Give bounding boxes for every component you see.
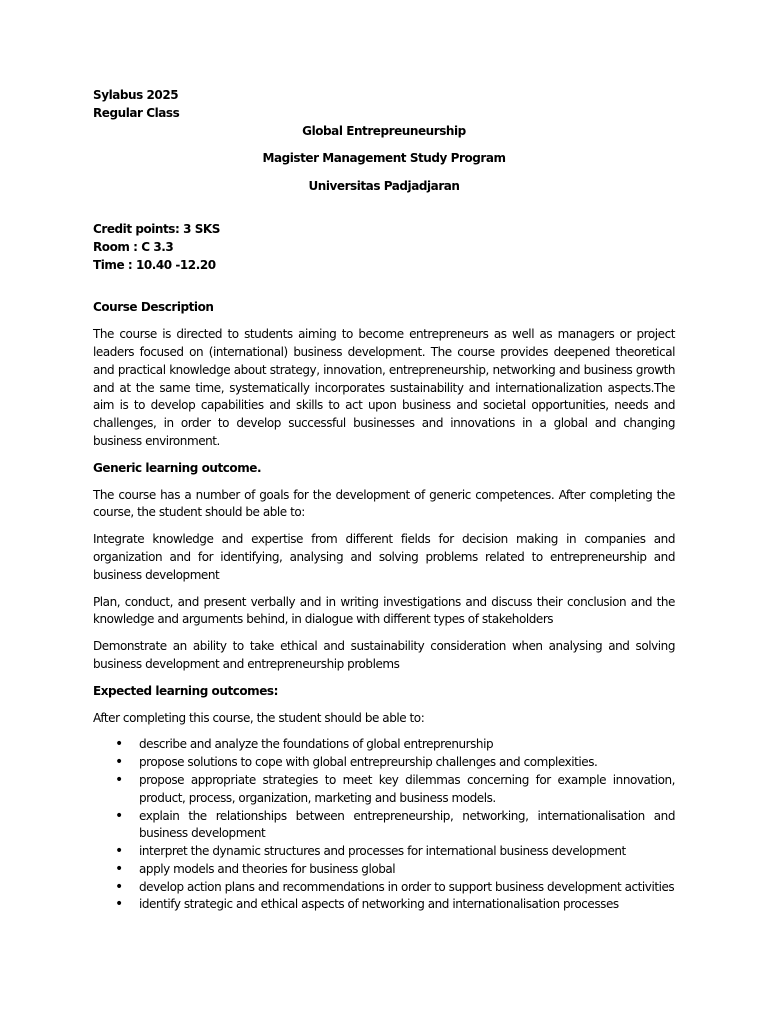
bullet-icon: • <box>115 754 123 771</box>
syllabus-year: Sylabus 2025 <box>93 88 179 102</box>
generic-outcome-intro: The course has a number of goals for the development of generic competences. After completing the course, the student should be able to: <box>93 487 675 520</box>
course-title: Global Entrepreuneurship <box>302 123 466 138</box>
time-info: Time : 10.40 -12.20 <box>93 257 216 272</box>
list-item-text: propose solutions to cope with global entrepreurship challenges and complexities. <box>139 755 598 770</box>
list-item-text: describe and analyze the foundations of global entreprenurship <box>139 737 494 752</box>
course-description-heading: Course Description <box>93 300 214 315</box>
expected-outcomes-heading: Expected learning outcomes: <box>93 683 278 698</box>
study-program: Magister Management Study Program <box>262 151 506 166</box>
bullet-icon: • <box>115 860 123 877</box>
syllabus-header <box>93 87 675 123</box>
generic-outcome-item: Integrate knowledge and expertise from different fields for decision making in companies and organization and for identifying, analysing and solving problems related to entrepreneurship and business development <box>93 532 675 582</box>
list-item-text: identify strategic and ethical aspects of networking and internationalisation processes <box>139 897 619 912</box>
course-meta <box>93 221 675 274</box>
bullet-icon: • <box>115 843 123 860</box>
expected-outcomes-intro: After completing this course, the student should be able to: <box>93 710 425 725</box>
university-name: Universitas Padjadjaran <box>308 179 460 194</box>
generic-outcome-item: Plan, conduct, and present verbally and in writing investigations and discuss their conclusion and the knowledge and arguments behind, in dialogue with different types of stakeholders <box>93 594 675 627</box>
list-item <box>115 896 675 914</box>
bullet-icon: • <box>115 771 123 788</box>
expected-outcomes-list <box>93 736 675 914</box>
bullet-icon: • <box>115 736 123 753</box>
syllabus-document <box>93 87 675 914</box>
list-item <box>115 736 675 754</box>
list-item <box>115 860 675 879</box>
list-item <box>115 843 675 861</box>
credit-points: Credit points: 3 SKS <box>93 221 220 236</box>
room-info: Room : C 3.3 <box>93 239 174 254</box>
bullet-icon: • <box>115 878 123 895</box>
bullet-icon: • <box>115 896 123 913</box>
list-item-text: develop action plans and recommendations in order to support business development activities <box>139 879 675 894</box>
class-type: Regular Class <box>93 105 180 120</box>
generic-outcome-heading: Generic learning outcome. <box>93 460 262 475</box>
bullet-icon: • <box>115 807 123 824</box>
course-description-text: The course is directed to students aiming to become entrepreneurs as well as managers or project leaders focused on (international) business development. The course provides deepened theoretical and practical knowledge about strategy, innovation, entrepreneurship, networking and business growth and at the same time, systematically incorporates sustainability and internationalization aspects.The aim is to develop capabilities and skills to act upon business and societal opportunities, needs and challenges, in order to develop successful businesses and innovations in a global and changing business environment. <box>93 327 675 448</box>
list-item <box>115 771 675 808</box>
list-item-text: interpret the dynamic structures and processes for international business development <box>139 844 626 859</box>
list-item <box>115 878 675 897</box>
list-item-text: propose appropriate strategies to meet key dilemmas concerning for example innovation, product, process, organization, marketing and business models. <box>139 772 675 805</box>
list-item-text: explain the relationships between entrepreneurship, networking, internationalisation and business development <box>139 808 675 841</box>
generic-outcome-item: Demonstrate an ability to take ethical and sustainability consideration when analysing and solving business development and entrepreneurship problems <box>93 639 675 671</box>
list-item <box>115 807 675 844</box>
list-item-text: apply models and theories for business global <box>139 861 396 876</box>
list-item <box>115 754 675 772</box>
